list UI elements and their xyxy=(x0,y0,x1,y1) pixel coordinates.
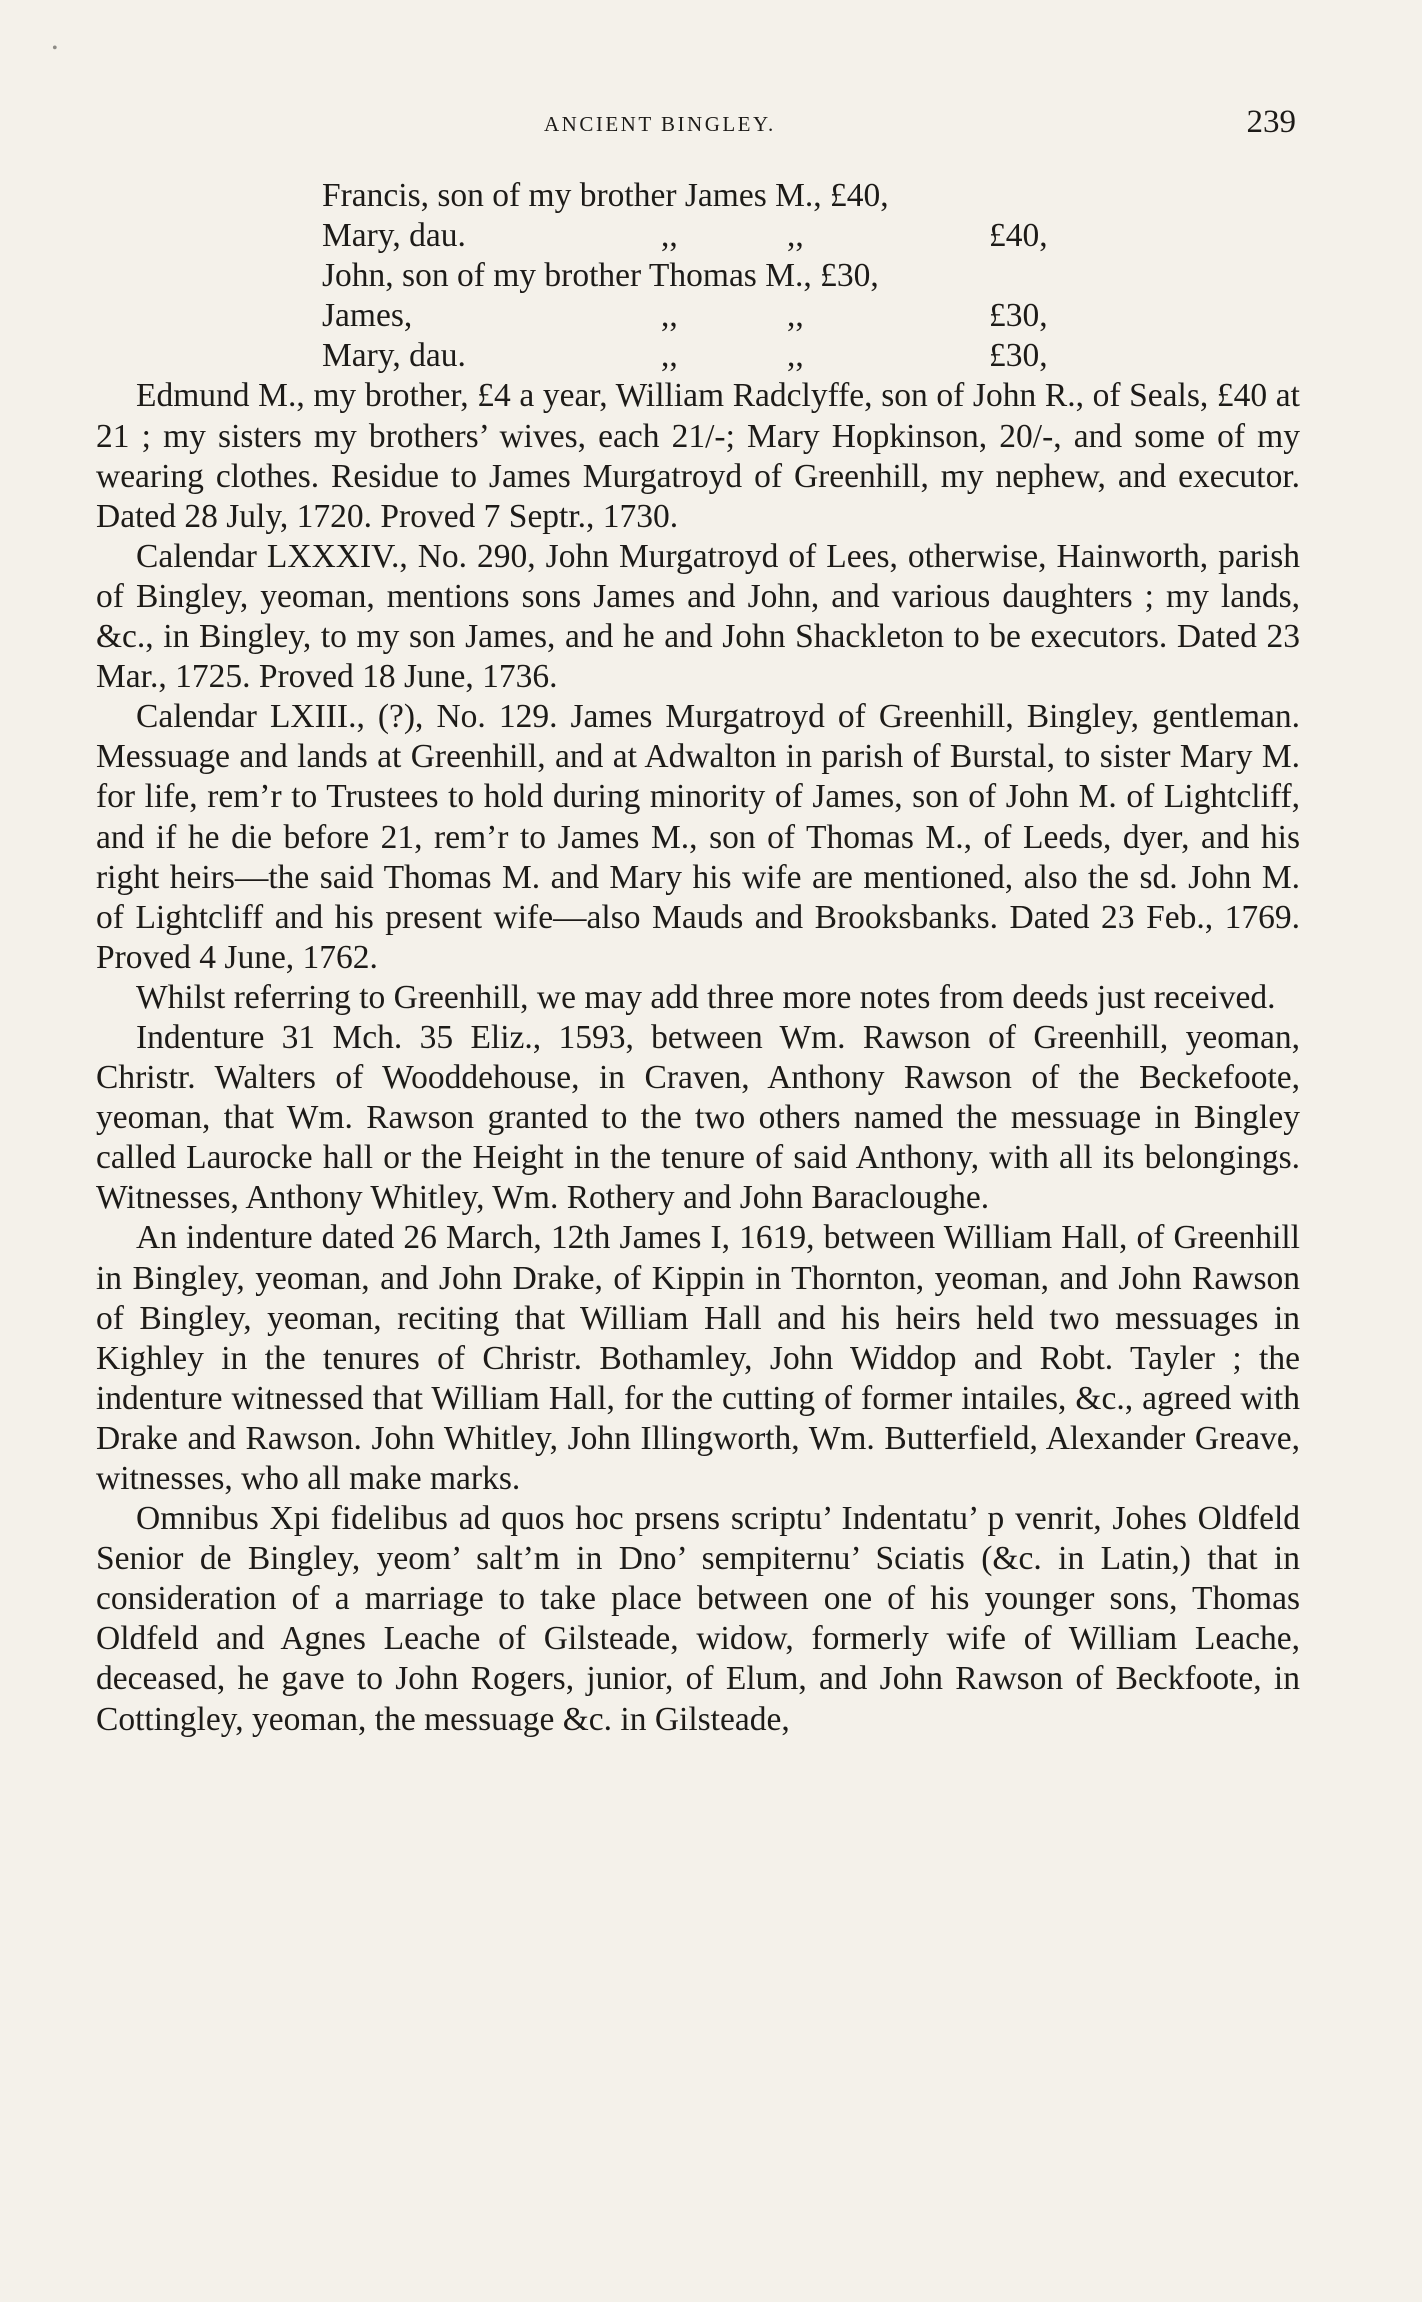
paragraph-indenture-1593: Indenture 31 Mch. 35 Eliz., 1593, between Wm. Rawson of Greenhill, yeoman, Christr. Walters of Wooddehouse, in Craven, Anthony Rawson of the Beckefoote, yeoman, that Wm. Rawson granted to the two others named the messuage in Bingley called Laurocke hall or the Height in the tenure of said Anthony, with all its belongings. Witnesses, Anthony Whitley, Wm. Rothery and John Baraclоughe. xyxy=(96,1018,1300,1217)
ditto-mark: ,, xyxy=(787,297,804,335)
bequest-list xyxy=(96,176,1300,376)
bequest-line xyxy=(96,256,1300,296)
bequest-line xyxy=(96,216,1300,256)
bequest-amount: £40, xyxy=(989,217,1048,255)
paragraph-calendar-lxiii: Calendar LXIII., (?), No. 129. James Murgatroyd of Greenhill, Bingley, gentleman. Messuage and lands at Greenhill, and at Adwalton in parish of Burstal, to sister Mary M. for life, rem’r to Trustees to hold during minority of James, son of John M. of Lightcliff, and if he die before 21, rem’r to James M., son of Thomas M., of Leeds, dyer, and his right heirs—the said Thomas M. and Mary his wife are mentioned, also the sd. John M. of Lightcliff and his present wife—also Mauds and Brooksbanks. Dated 23 Feb., 1769. Proved 4 June, 1762. xyxy=(96,698,1300,976)
paragraph-greenhill-notes: Whilst referring to Greenhill, we may add three more notes from deeds just received. xyxy=(136,978,1276,1016)
paragraph-calendar-lxxxiv: Calendar LXXXIV., No. 290, John Murgatroyd of Lees, otherwise, Hainworth, parish of Bingley, yeoman, mentions sons James and John, and various daughters ; my lands, &c., in Bingley, to my son James, and he and John Shackleton to be executors. Dated 23 Mar., 1725. Proved 18 June, 1736. xyxy=(96,537,1300,696)
paragraph-indenture-1619: An indenture dated 26 March, 12th James I, 1619, between William Hall, of Greenhill in Bingley, yeoman, and John Drake, of Kippin in Thornton, yeoman, and John Rawson of Bingley, yeoman, reciting that William Hall and his heirs held two messuages in Kighley in the tenures of Christr. Bothamley, John Widdop and Robt. Tayler ; the indenture witnessed that William Hall, for the cutting of former intailes, &c., agreed with Drake and Rawson. John Whitley, John Illingworth, Wm. Butterfield, Alexander Greave, witnesses, who all make marks. xyxy=(96,1219,1300,1497)
ditto-mark: ,, xyxy=(661,217,678,255)
bequest-line xyxy=(96,176,1300,216)
margin-speck: • xyxy=(52,40,58,57)
ditto-mark: ,, xyxy=(787,337,804,375)
ditto-mark: ,, xyxy=(661,297,678,335)
bequest-name: Mary, dau. xyxy=(322,217,466,255)
bequest-amount: £30, xyxy=(989,297,1048,335)
page-header xyxy=(96,104,1296,152)
paragraph-will-residue: Edmund M., my brother, £4 a year, William Radclyffe, son of John R., of Seals, £40 at 21 ; my sisters my brothers’ wives, each 21/-; Mary Hopkinson, 20/-, and some of my wearing clothes. Residue to James Murgatroyd of Greenhill, my nephew, and executor. Dated 28 July, 1720. Proved 7 Septr., 1730. xyxy=(96,377,1300,535)
bequest-amount: £30, xyxy=(989,337,1048,375)
bequest-text: Francis, son of my brother James M., £40, xyxy=(322,177,889,214)
ditto-mark: ,, xyxy=(661,337,678,375)
ditto-mark: ,, xyxy=(787,217,804,255)
page-number: 239 xyxy=(1246,104,1296,140)
bequest-line xyxy=(96,336,1300,376)
page-body xyxy=(96,176,1300,1740)
bequest-name: James, xyxy=(322,297,413,335)
bequest-name: Mary, dau. xyxy=(322,337,466,375)
running-head: ANCIENT BINGLEY. xyxy=(544,112,776,136)
bequest-text: John, son of my brother Thomas M., £30, xyxy=(322,257,879,295)
paragraph-latin-deed: Omnibus Xpi fidelibus ad quos hoc prsens scriptu’ Indentatu’ p venrit, Johes Oldfeld Senior de Bingley, yeom’ salt’m in Dno’ sempiternu’ Sciatis (&c. in Latin,) that in consideration of a marriage to take place between one of his younger sons, Thomas Oldfeld and Agnes Leache of Gilsteade, widow, formerly wife of William Leache, deceased, he gave to John Rogers, junior, of Elum, and John Rawson of Beckfoote, in Cottingley, yeoman, the messuage &c. in Gilsteade, xyxy=(96,1500,1300,1738)
bequest-line xyxy=(96,296,1300,336)
